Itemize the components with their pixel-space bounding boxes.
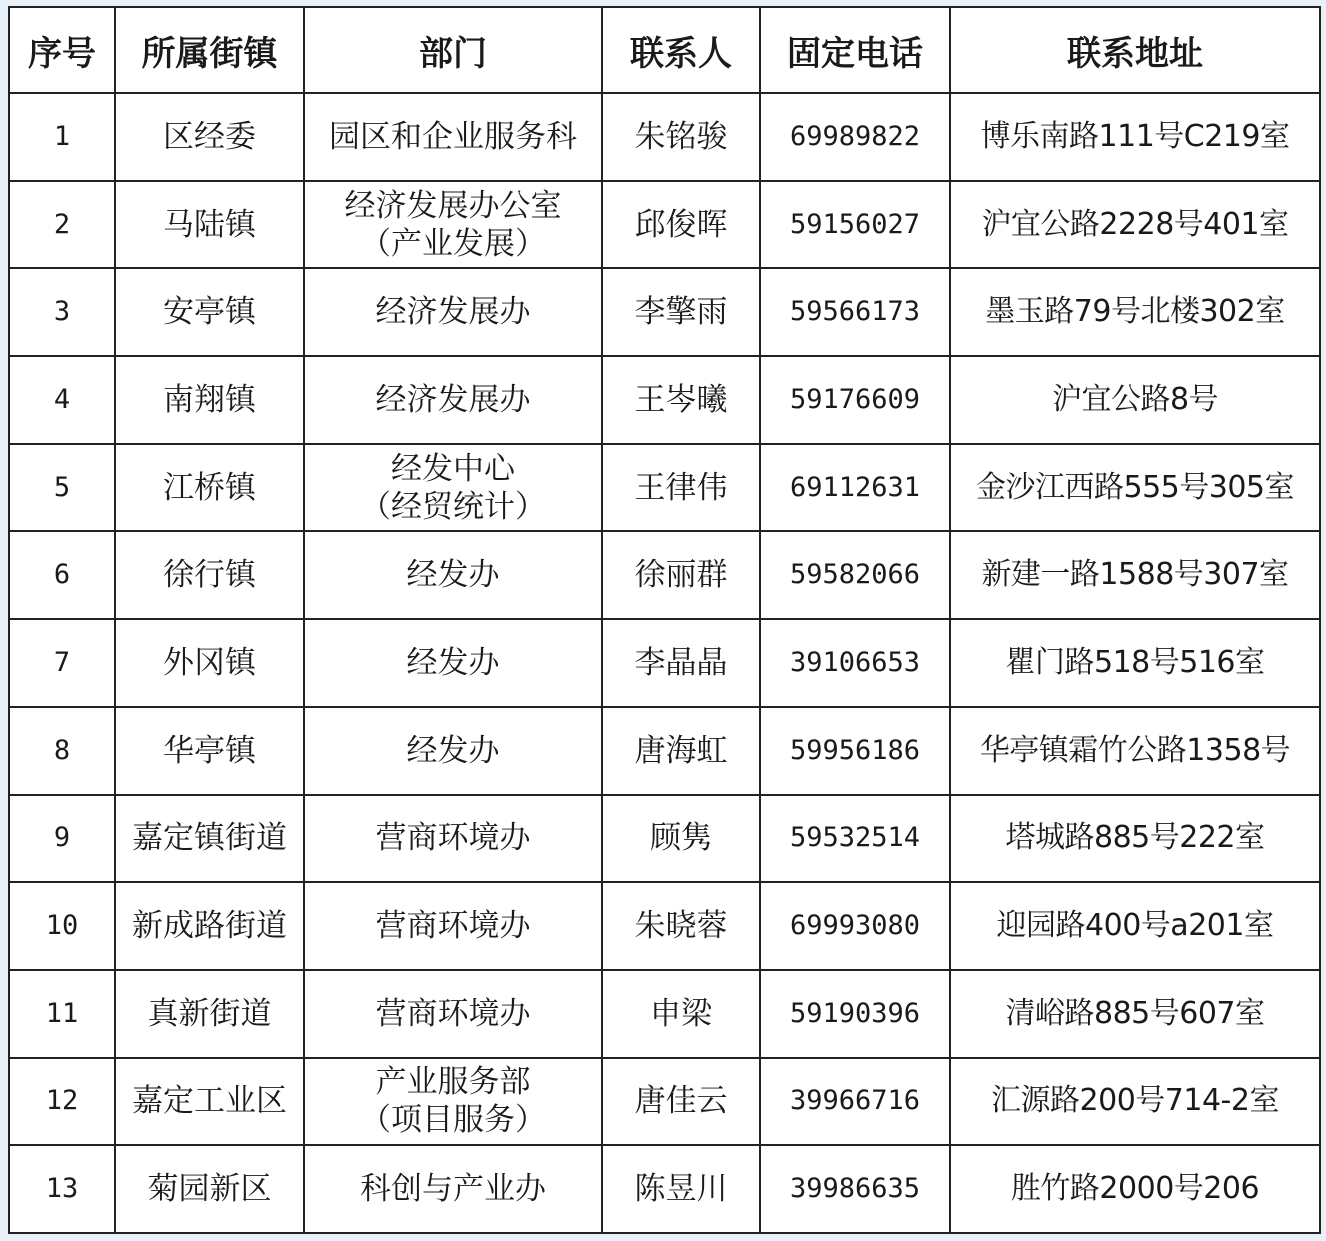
table-row	[9, 268, 1320, 356]
department-line: 经发中心	[391, 450, 515, 487]
cell-index: 1	[9, 93, 115, 181]
cell-department	[304, 882, 602, 970]
cell-town: 安亭镇	[115, 268, 304, 356]
table-row	[9, 531, 1320, 619]
cell-address: 胜竹路2000号206	[950, 1145, 1320, 1233]
header-town: 所属街镇	[115, 7, 304, 93]
cell-phone: 59956186	[760, 707, 950, 795]
department-line: 经济发展办公室	[344, 187, 562, 224]
table-row	[9, 444, 1320, 532]
cell-department	[304, 268, 602, 356]
table-row	[9, 707, 1320, 795]
header-index: 序号	[9, 7, 115, 93]
cell-phone: 59156027	[760, 181, 950, 269]
cell-index: 13	[9, 1145, 115, 1233]
table-header-row	[9, 7, 1320, 93]
cell-contact: 王律伟	[602, 444, 760, 532]
cell-department	[304, 619, 602, 707]
cell-contact: 徐丽群	[602, 531, 760, 619]
department-line: 经发办	[406, 644, 500, 681]
cell-department	[304, 181, 602, 269]
cell-phone: 39966716	[760, 1058, 950, 1146]
cell-town: 马陆镇	[115, 181, 304, 269]
cell-contact: 唐佳云	[602, 1058, 760, 1146]
cell-town: 江桥镇	[115, 444, 304, 532]
department-line: 科创与产业办	[360, 1171, 546, 1208]
cell-contact: 陈昱川	[602, 1145, 760, 1233]
cell-index: 9	[9, 795, 115, 883]
header-address: 联系地址	[950, 7, 1320, 93]
cell-index: 12	[9, 1058, 115, 1146]
cell-contact: 李晶晶	[602, 619, 760, 707]
table-row	[9, 1058, 1320, 1146]
cell-town: 南翔镇	[115, 356, 304, 444]
cell-contact: 顾隽	[602, 795, 760, 883]
header-phone: 固定电话	[760, 7, 950, 93]
department-line: （项目服务）	[360, 1102, 546, 1139]
cell-index: 4	[9, 356, 115, 444]
cell-address: 沪宜公路8号	[950, 356, 1320, 444]
cell-department	[304, 531, 602, 619]
cell-index: 11	[9, 970, 115, 1058]
cell-contact: 王岑曦	[602, 356, 760, 444]
table-row	[9, 181, 1320, 269]
table-row	[9, 619, 1320, 707]
cell-address: 金沙江西路555号305室	[950, 444, 1320, 532]
cell-department	[304, 970, 602, 1058]
department-line: 经济发展办	[375, 294, 531, 331]
cell-phone: 39986635	[760, 1145, 950, 1233]
department-line: 经发办	[406, 732, 500, 769]
cell-phone: 59582066	[760, 531, 950, 619]
header-department: 部门	[304, 7, 602, 93]
cell-index: 3	[9, 268, 115, 356]
cell-town: 区经委	[115, 93, 304, 181]
cell-index: 2	[9, 181, 115, 269]
cell-address: 塔城路885号222室	[950, 795, 1320, 883]
department-line: （产业发展）	[360, 225, 546, 262]
cell-department	[304, 1058, 602, 1146]
cell-town: 徐行镇	[115, 531, 304, 619]
cell-contact: 朱铭骏	[602, 93, 760, 181]
table-row	[9, 356, 1320, 444]
cell-town: 嘉定镇街道	[115, 795, 304, 883]
cell-town: 新成路街道	[115, 882, 304, 970]
cell-index: 8	[9, 707, 115, 795]
cell-town: 菊园新区	[115, 1145, 304, 1233]
cell-address: 沪宜公路2228号401室	[950, 181, 1320, 269]
cell-phone: 59532514	[760, 795, 950, 883]
cell-town: 嘉定工业区	[115, 1058, 304, 1146]
cell-phone: 69989822	[760, 93, 950, 181]
department-line: 经发办	[406, 557, 500, 594]
cell-contact: 邱俊晖	[602, 181, 760, 269]
department-line: 营商环境办	[375, 820, 531, 857]
cell-address: 清峪路885号607室	[950, 970, 1320, 1058]
table-row	[9, 93, 1320, 181]
cell-address: 博乐南路111号C219室	[950, 93, 1320, 181]
cell-town: 外冈镇	[115, 619, 304, 707]
cell-index: 10	[9, 882, 115, 970]
cell-department	[304, 93, 602, 181]
cell-town: 真新街道	[115, 970, 304, 1058]
cell-phone: 39106653	[760, 619, 950, 707]
cell-index: 5	[9, 444, 115, 532]
cell-contact: 唐海虹	[602, 707, 760, 795]
cell-address: 新建一路1588号307室	[950, 531, 1320, 619]
table-row	[9, 795, 1320, 883]
cell-index: 7	[9, 619, 115, 707]
cell-department	[304, 1145, 602, 1233]
cell-department	[304, 444, 602, 532]
table-body	[9, 93, 1320, 1233]
department-line: 营商环境办	[375, 995, 531, 1032]
cell-address: 华亭镇霜竹公路1358号	[950, 707, 1320, 795]
department-line: 营商环境办	[375, 908, 531, 945]
cell-phone: 59176609	[760, 356, 950, 444]
cell-department	[304, 707, 602, 795]
cell-address: 迎园路400号a201室	[950, 882, 1320, 970]
cell-address: 汇源路200号714-2室	[950, 1058, 1320, 1146]
cell-contact: 申梁	[602, 970, 760, 1058]
table-row	[9, 1145, 1320, 1233]
cell-address: 墨玉路79号北楼302室	[950, 268, 1320, 356]
cell-index: 6	[9, 531, 115, 619]
cell-contact: 朱晓蓉	[602, 882, 760, 970]
cell-department	[304, 795, 602, 883]
department-line: （经贸统计）	[360, 488, 546, 525]
cell-address: 瞿门路518号516室	[950, 619, 1320, 707]
department-line: 经济发展办	[375, 381, 531, 418]
table-row	[9, 882, 1320, 970]
table-row	[9, 970, 1320, 1058]
cell-phone: 59190396	[760, 970, 950, 1058]
cell-contact: 李擎雨	[602, 268, 760, 356]
cell-department	[304, 356, 602, 444]
contact-table	[8, 6, 1321, 1234]
department-line: 园区和企业服务科	[329, 118, 577, 155]
cell-phone: 69112631	[760, 444, 950, 532]
department-line: 产业服务部	[375, 1064, 531, 1101]
header-contact: 联系人	[602, 7, 760, 93]
cell-phone: 59566173	[760, 268, 950, 356]
cell-town: 华亭镇	[115, 707, 304, 795]
cell-phone: 69993080	[760, 882, 950, 970]
